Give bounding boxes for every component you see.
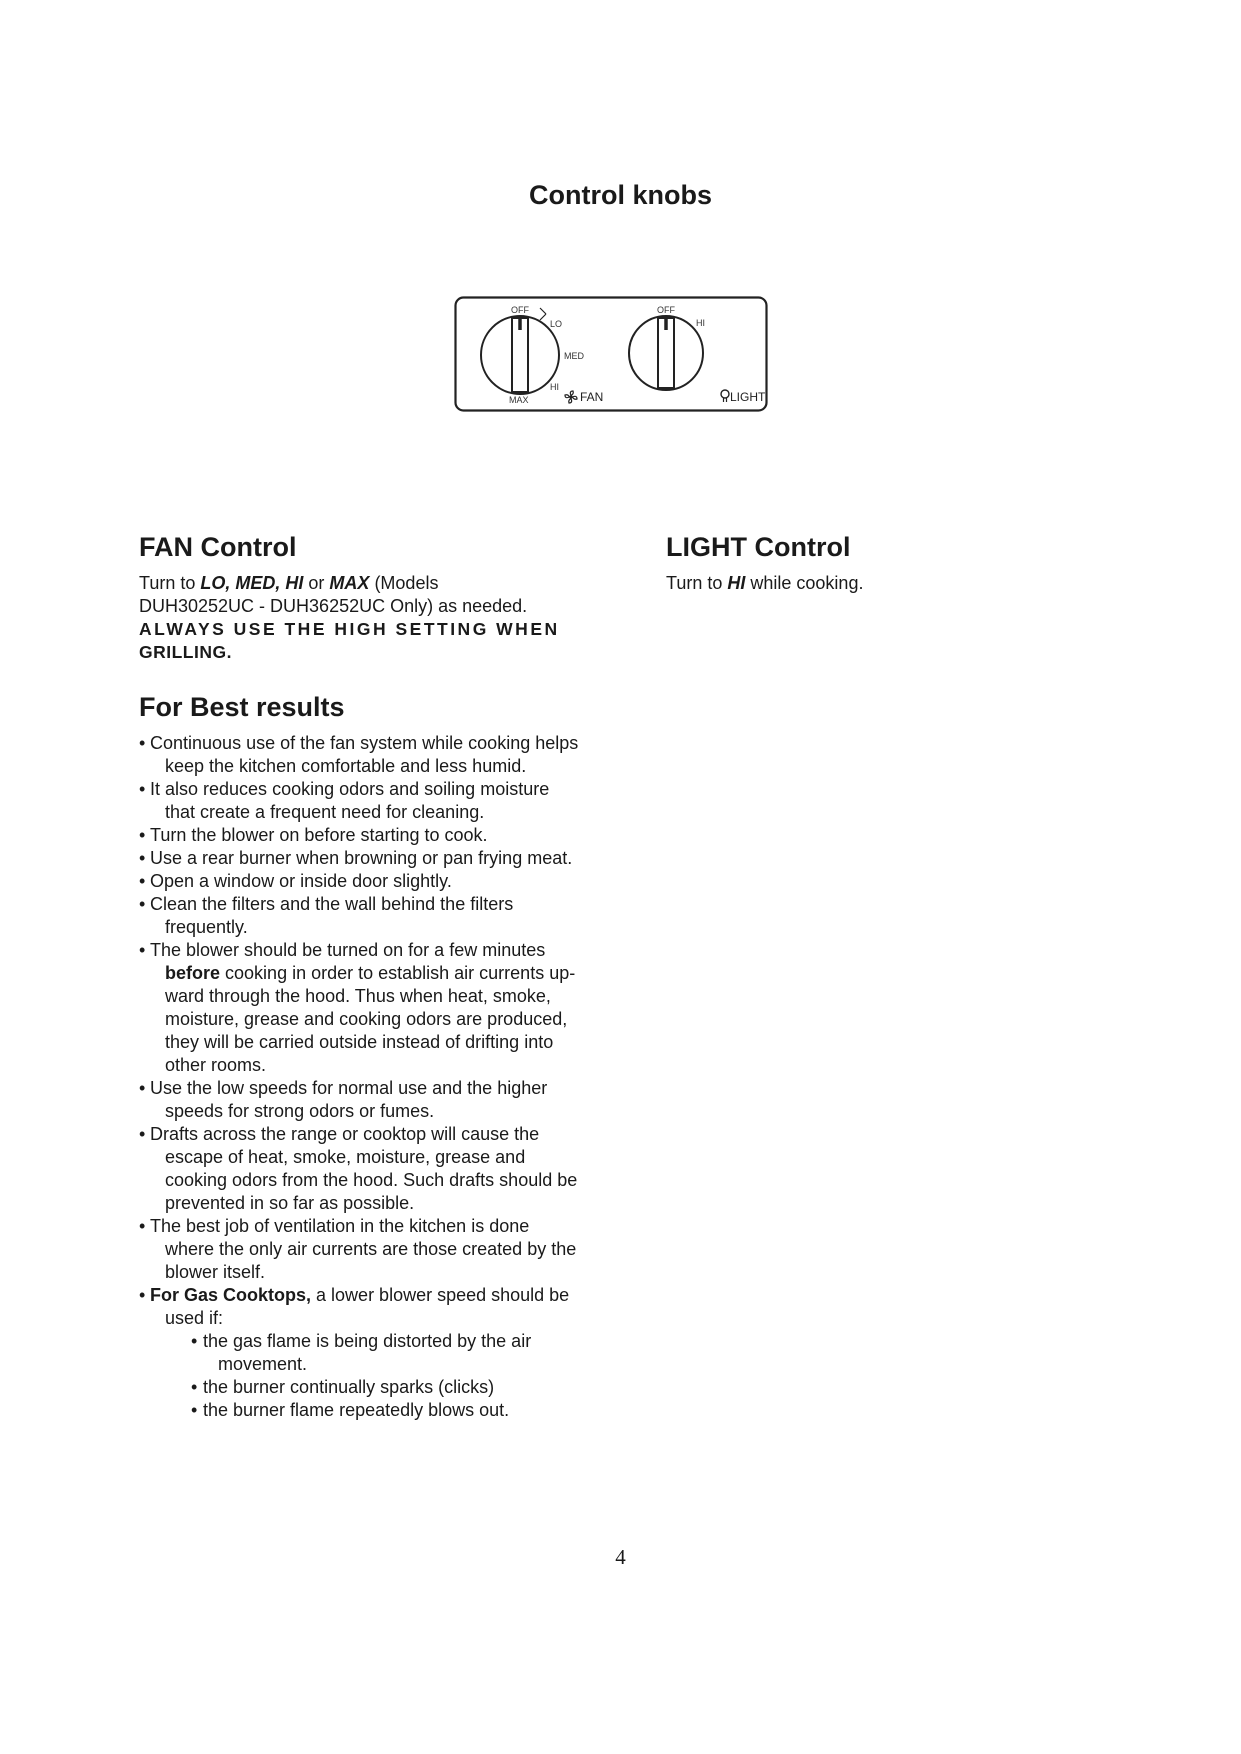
fan-max: MAX (329, 573, 370, 593)
list-item: • Continuous use of the fan system while cooking helps keep the kitchen comfortable and less humid. (139, 732, 579, 778)
sub-list-item: • the gas flame is being distorted by the air movement. (165, 1330, 579, 1376)
left-column (139, 530, 579, 1422)
list-item: • Open a window or inside door slightly. (139, 870, 579, 893)
light-rest: while cooking. (750, 573, 864, 593)
light-knob (629, 316, 703, 390)
best-results-heading: For Best results (139, 692, 345, 722)
list-item: • Use a rear burner when browning or pan frying meat. (139, 847, 579, 870)
fan-control-heading: FAN Control (139, 532, 297, 562)
list-item: • It also reduces cooking odors and soiling moisture that create a frequent need for cleaning. (139, 778, 579, 824)
gas-rest: a lower blower speed should be used if: (165, 1285, 570, 1328)
fan-or: or (308, 573, 325, 593)
fan-lo-label: LO (550, 319, 563, 329)
fan-turn-to: Turn to (139, 573, 196, 593)
light-turn-to: Turn to (666, 573, 723, 593)
gas-sublist (165, 1330, 579, 1422)
blower-part1: The blower should be turned on for a few minutes (150, 940, 546, 960)
fan-knob (481, 316, 559, 394)
fan-off-label: OFF (511, 305, 529, 315)
control-panel-diagram (454, 296, 768, 412)
blower-part2: cooking in order to establish air currents up-ward through the hood. Thus when heat, smoke, moisture, grease and cooking odors are produced, they will be carried outside instead of drifting into other rooms. (165, 963, 576, 1075)
page-number: 4 (615, 1545, 626, 1569)
blower-bold: before (165, 963, 221, 983)
fan-control-text (139, 572, 579, 664)
fan-models-line2: DUH30252UC - DUH36252UC Only) as needed. (139, 596, 528, 616)
list-item: • Turn the blower on before starting to cook. (139, 824, 579, 847)
light-control-text (666, 572, 966, 595)
light-control-heading: LIGHT Control (666, 532, 851, 562)
gas-bold: For Gas Cooktops, (150, 1285, 312, 1305)
list-item: • Drafts across the range or cooktop will cause the escape of heat, smoke, moisture, grease and cooking odors from the hood. Such drafts should be prevented in so far as possible. (139, 1123, 579, 1215)
list-item-blower (139, 939, 579, 1077)
fan-max-label: MAX (509, 395, 529, 405)
sub-list-item: • the burner flame repeatedly blows out. (165, 1399, 579, 1422)
fan-settings: LO, MED, HI (200, 573, 304, 593)
list-item: • Use the low speeds for normal use and the higher speeds for strong odors or fumes. (139, 1077, 579, 1123)
light-hi-label: HI (696, 318, 705, 328)
light-setting: HI (727, 573, 746, 593)
fan-models-line1: (Models (374, 573, 439, 593)
right-column (666, 530, 966, 595)
best-results-list (139, 732, 579, 1422)
light-label: LIGHT (730, 390, 766, 404)
fan-med-label: MED (564, 351, 584, 361)
fan-warning-line1: ALWAYS USE THE HIGH SETTING WHEN (139, 619, 560, 639)
list-item: • Clean the filters and the wall behind the filters frequently. (139, 893, 579, 939)
sub-list-item: • the burner continually sparks (clicks) (165, 1376, 579, 1399)
control-panel-svg (454, 296, 768, 412)
fan-warning-line2: GRILLING. (139, 642, 232, 662)
list-item-gas (139, 1284, 579, 1422)
page-title: Control knobs (529, 180, 712, 210)
fan-hi-label: HI (550, 382, 559, 392)
list-item: • The best job of ventilation in the kitchen is done where the only air currents are those created by the blower itself. (139, 1215, 579, 1284)
light-off-label: OFF (657, 305, 675, 315)
fan-label: FAN (580, 390, 604, 404)
